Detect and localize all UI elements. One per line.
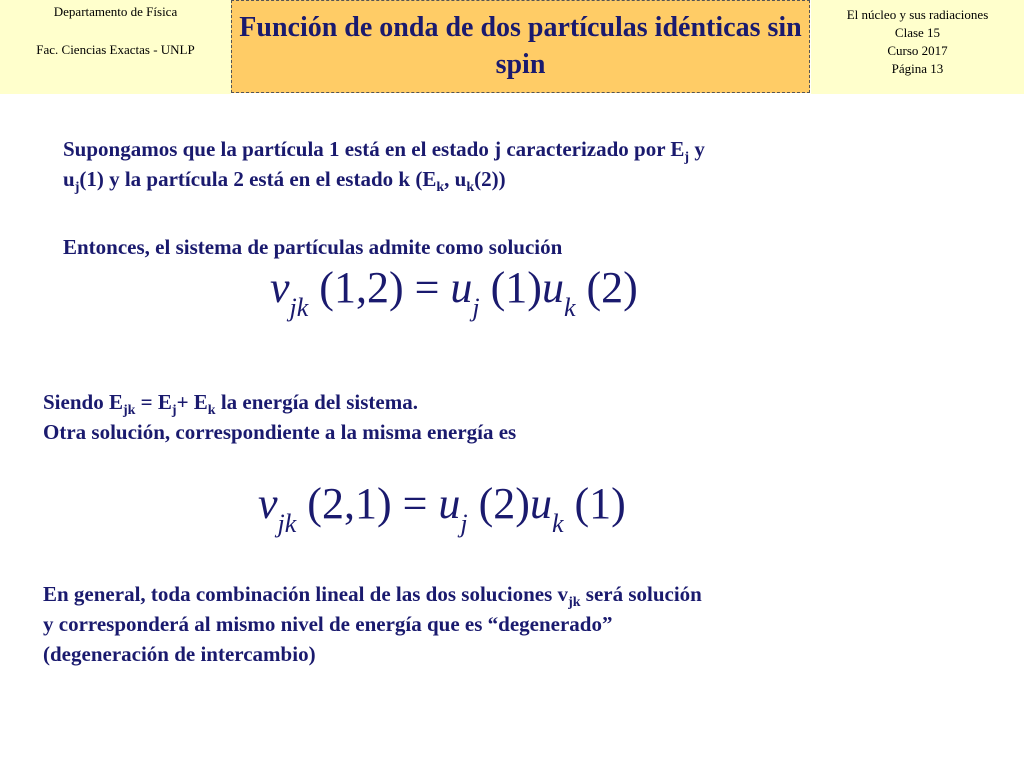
eq2-text: (2) [467, 479, 530, 528]
eq1-text: (1,2) = [308, 263, 451, 312]
eq1-subscript: j [472, 293, 480, 322]
eq2-subscript: jk [277, 509, 297, 538]
para3-text: Siendo E [43, 390, 123, 414]
eq2-symbol: u [438, 479, 461, 528]
paragraph-3 [43, 387, 943, 447]
equation-1 [270, 262, 638, 322]
header-right-panel [811, 0, 1024, 94]
para3-sub: k [207, 403, 216, 418]
para3-sub: j [171, 403, 177, 418]
class-number: Clase 15 [894, 25, 941, 40]
para4-text: será solución [580, 582, 702, 606]
para1-sub: j [74, 180, 80, 195]
para1-text: y [689, 137, 705, 161]
para1-sub: k [466, 180, 475, 195]
para1-sub: j [684, 150, 690, 165]
eq2-text: (2,1) = [296, 479, 439, 528]
page-number: Página 13 [891, 61, 944, 76]
para1-text: Supongamos que la partícula 1 está en el estado j caracterizado por E [63, 137, 685, 161]
eq1-symbol: u [450, 263, 473, 312]
eq2-text: (1) [563, 479, 626, 528]
para1-text: (1) y la partícula 2 está en el estado k (E [79, 167, 437, 191]
department-label: Departamento de Física [53, 4, 178, 19]
para1-text: , u [444, 167, 467, 191]
para4-text: y corresponderá al mismo nivel de energía que es “degenerado” [43, 612, 613, 636]
eq2-subscript: k [551, 509, 564, 538]
para3-text: = E [135, 390, 172, 414]
para1-text: u [63, 167, 75, 191]
eq2-subscript: j [460, 509, 468, 538]
paragraph-4 [43, 579, 1003, 669]
eq1-symbol: v [270, 263, 290, 312]
para3-text: + E [176, 390, 208, 414]
eq1-subscript: jk [289, 293, 309, 322]
para3-text: Otra solución, correspondiente a la misma energía es [43, 420, 517, 444]
eq1-text: (2) [575, 263, 638, 312]
para4-sub: jk [568, 595, 581, 610]
eq1-text: (1) [479, 263, 542, 312]
slide-title: Función de onda de dos partículas idénticas sin spin [231, 0, 810, 93]
eq2-symbol: u [529, 479, 552, 528]
paragraph-1 [63, 134, 963, 194]
para3-sub: jk [122, 403, 136, 418]
header-left-panel [0, 0, 231, 94]
course-name: El núcleo y sus radiaciones [846, 7, 989, 22]
eq2-symbol: v [258, 479, 278, 528]
para4-text: (degeneración de intercambio) [43, 642, 316, 666]
equation-2 [258, 478, 626, 538]
faculty-label: Fac. Ciencias Exactas - UNLP [36, 42, 195, 57]
eq1-symbol: u [541, 263, 564, 312]
eq1-subscript: k [563, 293, 576, 322]
paragraph-2: Entonces, el sistema de partículas admite como solución [63, 235, 563, 259]
course-year: Curso 2017 [887, 43, 948, 58]
para1-sub: k [436, 180, 445, 195]
para4-text: En general, toda combinación lineal de las dos soluciones v [43, 582, 569, 606]
para1-text: (2)) [474, 167, 506, 191]
para3-text: la energía del sistema. [215, 390, 418, 414]
